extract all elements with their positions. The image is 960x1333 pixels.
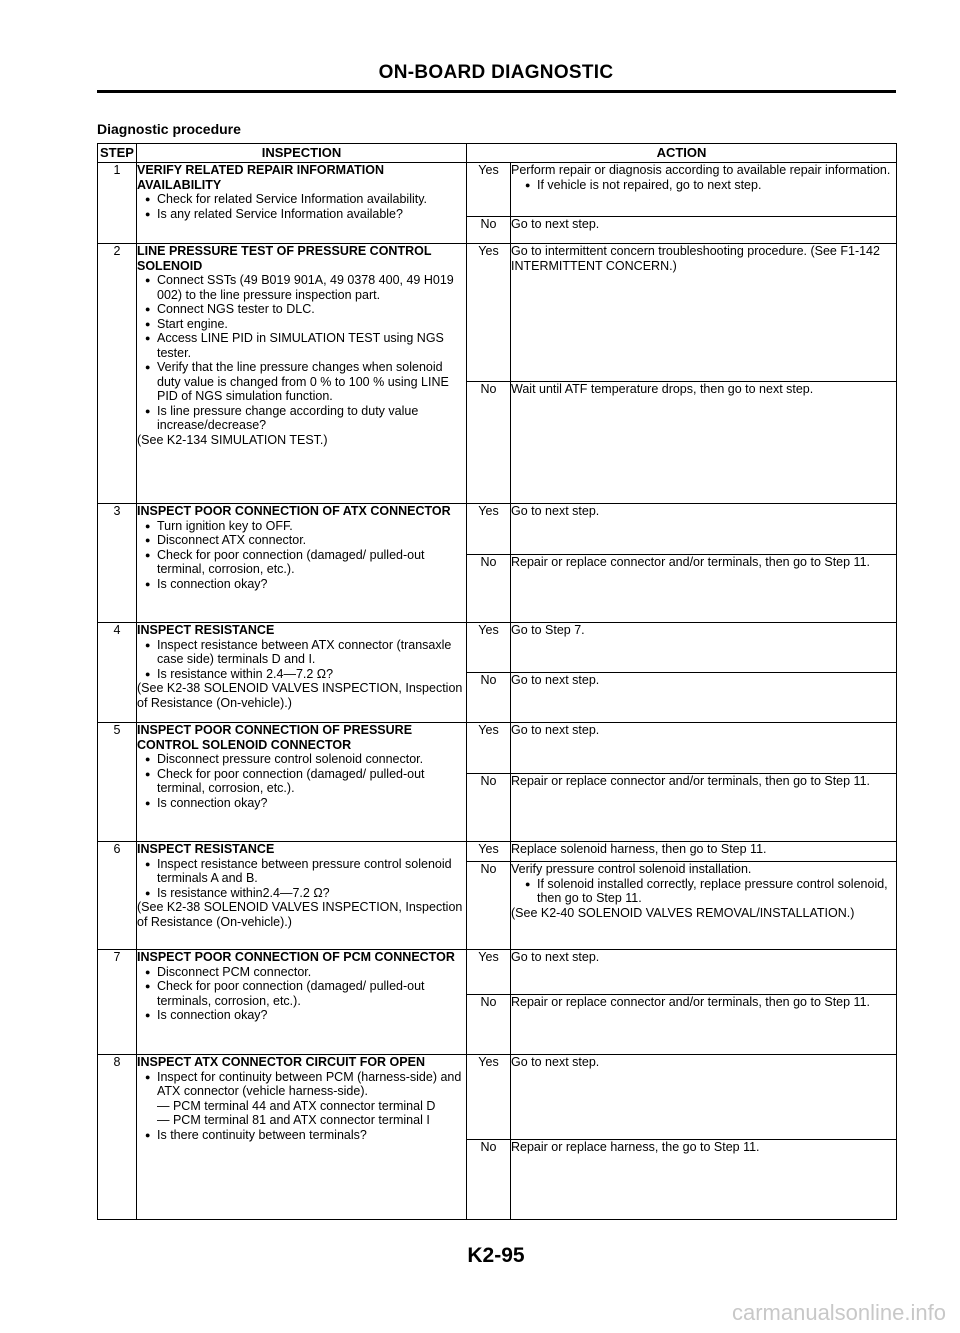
yes-action: Go to intermittent concern troubleshooting procedure. (See F1-142 INTERMITTENT CONCERN.) (511, 244, 897, 382)
no-action: Go to next step. (511, 217, 897, 244)
inspection-title: INSPECT POOR CONNECTION OF PCM CONNECTOR (137, 950, 455, 964)
inspection-bullet: ● Is resistance within 2.4—7.2 Ω? (145, 667, 466, 682)
step-number: 8 (98, 1055, 137, 1220)
inspection-bullet: ● Check for poor connection (damaged/ pulled-out terminals, corrosion, etc.). (145, 979, 466, 1008)
yes-action: Go to Step 7. (511, 623, 897, 673)
inspection-bullet: ● Disconnect PCM connector. (145, 965, 466, 980)
table-row (98, 1055, 897, 1140)
inspection-bullet: ● Disconnect pressure control solenoid connector. (145, 752, 466, 767)
inspection-bullet: ● Inspect resistance between pressure control solenoid terminals A and B. (145, 857, 466, 886)
no-action-reference: (See K2-40 SOLENOID VALVES REMOVAL/INSTALLATION.) (511, 905, 855, 920)
diagnostic-table (97, 143, 897, 1220)
yes-label: Yes (467, 950, 511, 995)
inspection-title: INSPECT ATX CONNECTOR CIRCUIT FOR OPEN (137, 1055, 425, 1069)
table-row (98, 504, 897, 555)
yes-action-text: Perform repair or diagnosis according to available repair information. (511, 163, 891, 177)
inspection-bullet: ● Connect SSTs (49 B019 901A, 49 0378 400, 49 H019 002) to the line pressure inspection part. (145, 273, 466, 302)
inspection-title: INSPECT RESISTANCE (137, 623, 275, 637)
inspection-bullet: ● Turn ignition key to OFF. (145, 519, 466, 534)
step-number: 4 (98, 623, 137, 723)
inspection-bullet-text: Inspect for continuity between PCM (harness-side) and ATX connector (vehicle harness-side). (157, 1069, 462, 1098)
inspection-bullet: ● Start engine. (145, 317, 466, 332)
inspection-subitem: — PCM terminal 44 and ATX connector terminal D (157, 1098, 436, 1113)
step-number: 2 (98, 244, 137, 504)
inspection-reference: (See K2-38 SOLENOID VALVES INSPECTION, Inspection of Resistance (On-vehicle).) (137, 681, 463, 710)
no-label: No (467, 995, 511, 1055)
inspection-bullet: ● Inspect resistance between ATX connector (transaxle case side) terminals D and I. (145, 638, 466, 667)
yes-label: Yes (467, 504, 511, 555)
col-header-action: ACTION (467, 144, 897, 163)
inspection-bullet: ● Is resistance within2.4—7.2 Ω? (145, 886, 466, 901)
yes-action: Go to next step. (511, 950, 897, 995)
no-label: No (467, 774, 511, 842)
col-header-inspection: INSPECTION (137, 144, 467, 163)
watermark: carmanualsonline.info (731, 1300, 946, 1325)
table-row (98, 163, 897, 217)
yes-label: Yes (467, 623, 511, 673)
table-row (98, 842, 897, 862)
table-row (98, 623, 897, 673)
yes-label: Yes (467, 842, 511, 862)
step-number: 6 (98, 842, 137, 950)
inspection-cell (137, 623, 467, 723)
yes-label: Yes (467, 163, 511, 217)
no-action: Repair or replace connector and/or terminals, then go to Step 11. (511, 774, 897, 842)
no-label: No (467, 555, 511, 623)
inspection-title: INSPECT RESISTANCE (137, 842, 275, 856)
inspection-bullet: ● Is connection okay? (145, 796, 466, 811)
inspection-cell (137, 1055, 467, 1220)
yes-action: Go to next step. (511, 723, 897, 774)
table-header-row (98, 144, 897, 163)
inspection-bullet: ● Is there continuity between terminals? (145, 1128, 466, 1143)
inspection-bullet: ● Disconnect ATX connector. (145, 533, 466, 548)
inspection-subitem: — PCM terminal 81 and ATX connector terminal I (157, 1113, 430, 1127)
inspection-cell (137, 244, 467, 504)
page-header-title: ON-BOARD DIAGNOSTIC (378, 62, 614, 83)
no-action-bullet: ● If solenoid installed correctly, replace pressure control solenoid, then go to Step 11. (525, 877, 896, 906)
inspection-bullet: ● Access LINE PID in SIMULATION TEST using NGS tester. (145, 331, 466, 360)
no-label: No (467, 862, 511, 950)
yes-action: Go to next step. (511, 1055, 897, 1140)
inspection-bullet: ● Check for related Service Information availability. (145, 192, 466, 207)
inspection-bullet: ● Connect NGS tester to DLC. (145, 302, 466, 317)
inspection-cell (137, 950, 467, 1055)
table-row (98, 950, 897, 995)
yes-label: Yes (467, 1055, 511, 1140)
inspection-bullet: ● Check for poor connection (damaged/ pulled-out terminal, corrosion, etc.). (145, 548, 466, 577)
inspection-title: LINE PRESSURE TEST OF PRESSURE CONTROL SOLENOID (137, 244, 432, 273)
yes-action-bullet: ● If vehicle is not repaired, go to next step. (525, 178, 896, 193)
inspection-cell (137, 723, 467, 842)
no-action: Wait until ATF temperature drops, then go to next step. (511, 382, 897, 504)
section-title: Diagnostic procedure (97, 121, 241, 137)
header-rule (97, 90, 896, 93)
inspection-cell (137, 504, 467, 623)
no-action (511, 862, 897, 950)
yes-label: Yes (467, 723, 511, 774)
inspection-title: VERIFY RELATED REPAIR INFORMATION AVAILABILITY (137, 163, 384, 192)
inspection-title: INSPECT POOR CONNECTION OF PRESSURE CONTROL SOLENOID CONNECTOR (137, 723, 413, 752)
no-label: No (467, 673, 511, 723)
inspection-cell (137, 842, 467, 950)
step-number: 3 (98, 504, 137, 623)
step-number: 7 (98, 950, 137, 1055)
yes-label: Yes (467, 244, 511, 382)
no-action: Repair or replace connector and/or terminals, then go to Step 11. (511, 555, 897, 623)
col-header-step: STEP (98, 144, 137, 163)
yes-action: Go to next step. (511, 504, 897, 555)
table-row (98, 244, 897, 382)
inspection-bullet: ● Is any related Service Information available? (145, 207, 466, 222)
inspection-bullet (145, 1070, 466, 1128)
inspection-bullet: ● Check for poor connection (damaged/ pulled-out terminal, corrosion, etc.). (145, 767, 466, 796)
table-row (98, 723, 897, 774)
no-label: No (467, 382, 511, 504)
no-action-text: Verify pressure control solenoid installation. (511, 862, 752, 876)
no-action: Repair or replace connector and/or terminals, then go to Step 11. (511, 995, 897, 1055)
inspection-bullet: ● Verify that the line pressure changes when solenoid duty value is changed from 0 % to 100 % using LINE PID of NGS simulation function. (145, 360, 466, 404)
no-label: No (467, 217, 511, 244)
no-action: Go to next step. (511, 673, 897, 723)
inspection-bullet: ● Is connection okay? (145, 577, 466, 592)
yes-action (511, 163, 897, 217)
page-number: K2-95 (467, 1244, 525, 1267)
yes-action: Replace solenoid harness, then go to Step 11. (511, 842, 897, 862)
inspection-title: INSPECT POOR CONNECTION OF ATX CONNECTOR (137, 504, 451, 518)
no-action: Repair or replace harness, the go to Step 11. (511, 1140, 897, 1220)
no-label: No (467, 1140, 511, 1220)
step-number: 5 (98, 723, 137, 842)
inspection-reference: (See K2-38 SOLENOID VALVES INSPECTION, Inspection of Resistance (On-vehicle).) (137, 900, 463, 929)
inspection-bullet: ● Is line pressure change according to duty value increase/decrease? (145, 404, 466, 433)
inspection-cell (137, 163, 467, 244)
step-number: 1 (98, 163, 137, 244)
inspection-bullet: ● Is connection okay? (145, 1008, 466, 1023)
inspection-reference: (See K2-134 SIMULATION TEST.) (137, 432, 328, 447)
